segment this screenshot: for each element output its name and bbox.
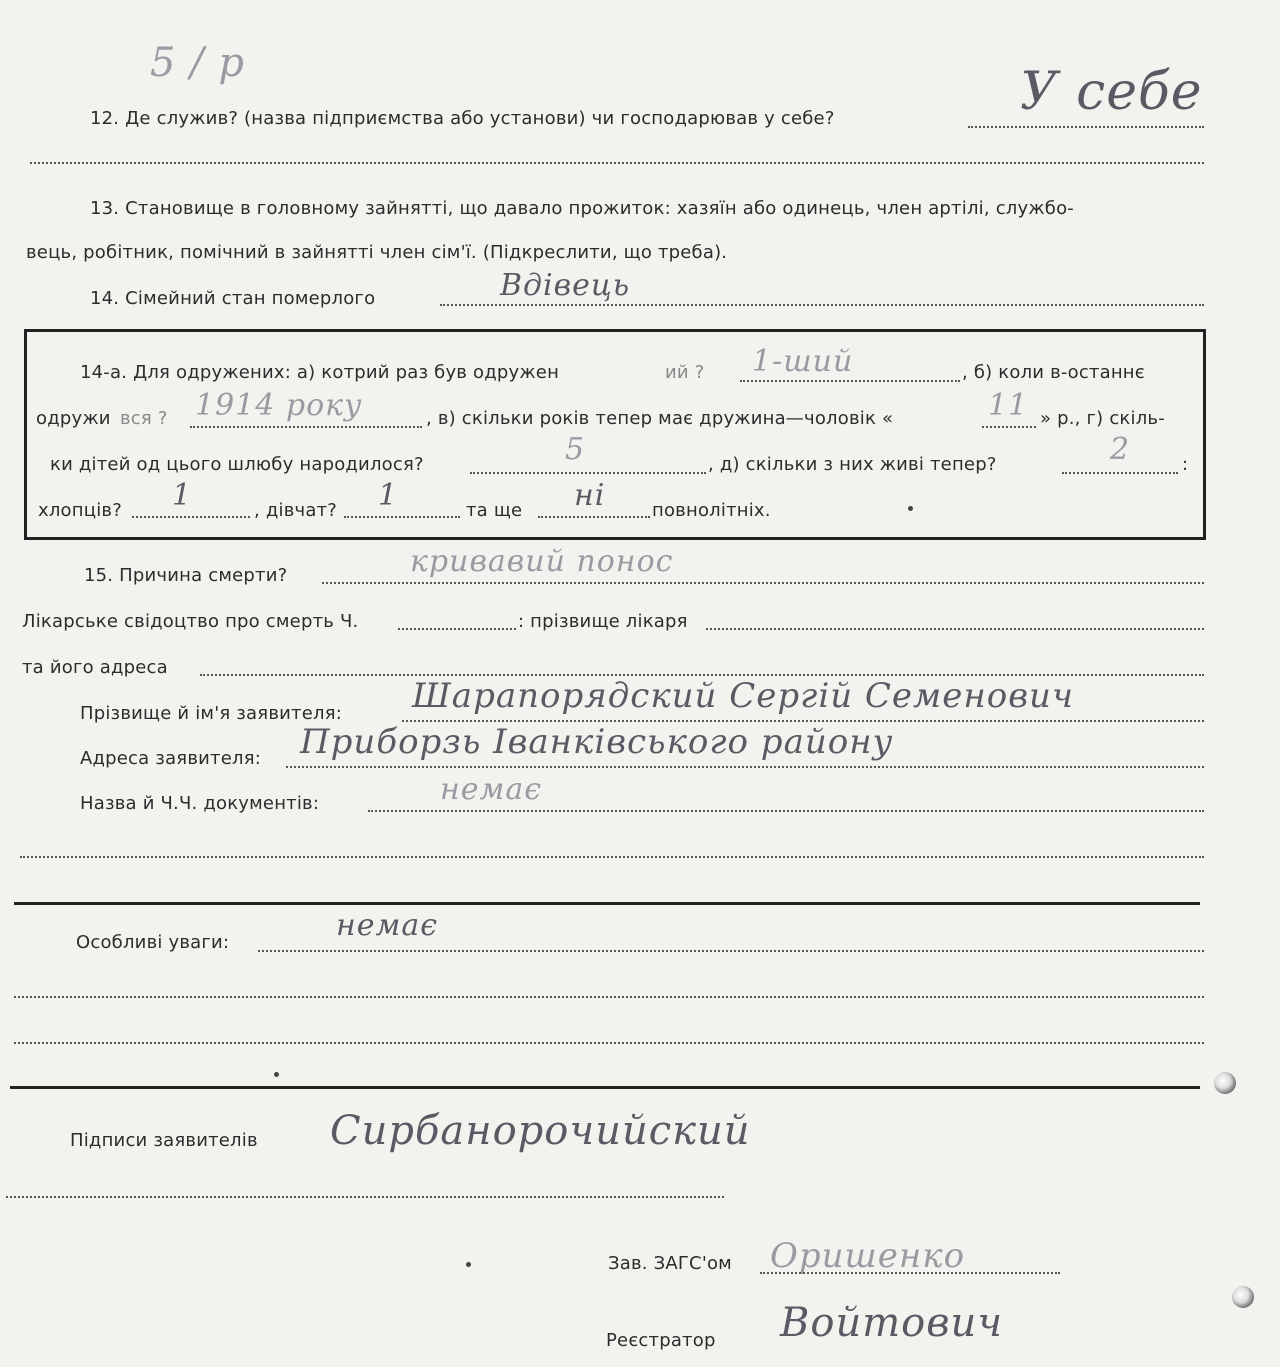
q14a-h-line <box>538 516 650 518</box>
section-divider-1 <box>14 902 1200 905</box>
q13-line1: 13. Становище в головному зайнятті, що давало прожиток: хазяїн або одинець, член артілі, службо- <box>90 198 1074 219</box>
q15-answer-line <box>322 582 1204 584</box>
q14a-line4-and: та ще <box>466 500 523 521</box>
notes-line <box>258 950 1204 952</box>
notes-line-2 <box>14 996 1204 998</box>
registry-head-line <box>760 1272 1060 1274</box>
ink-speck <box>274 1072 279 1077</box>
q14a-a-line <box>740 380 960 382</box>
notes-line-3 <box>14 1042 1204 1044</box>
q14a-answer-g: 1 <box>378 478 399 513</box>
doctor-name-label: : прізвище лікаря <box>518 611 688 632</box>
medical-cert-label: Лікарське свідоцтво про смерть Ч. <box>22 611 359 632</box>
q14a-line2-start: одружи <box>36 408 111 429</box>
registry-head-signature: Оришенко <box>770 1236 966 1276</box>
notes-label: Особливі уваги: <box>76 932 230 953</box>
q14a-answer-d: 5 <box>565 432 586 467</box>
applicant-name-value: Шарапорядский Сергій Семенович <box>412 676 1075 716</box>
documents-value: немає <box>440 772 543 807</box>
q14a-b-line <box>190 426 422 428</box>
q14a-d-line <box>470 472 706 474</box>
applicant-address-value: Приборзь Іванківського району <box>300 722 894 762</box>
q14a-line2-tail: вся ? <box>120 408 168 429</box>
applicant-signature: Сирбанорочийский <box>330 1108 751 1154</box>
q14a-label-b: , б) коли в-останнє <box>962 362 1145 383</box>
section-divider-2 <box>10 1086 1200 1089</box>
q14a-line4-adults: повнолітніх. <box>652 500 771 521</box>
q14a-label: 14-а. Для одружених: а) котрий раз був одружен <box>80 362 560 383</box>
q14a-answer-h: ні <box>574 478 606 513</box>
q12-continuation-line <box>30 162 1204 164</box>
q14-answer-line <box>440 304 1204 306</box>
q14a-g-line <box>344 516 460 518</box>
corner-handwritten-mark: 5 / р <box>150 40 245 86</box>
q15-label: 15. Причина смерти? <box>84 565 288 586</box>
q14a-line4-boys: хлопців? <box>38 500 122 521</box>
q12-answer: У себе <box>1020 62 1203 122</box>
doctor-name-line <box>706 628 1204 630</box>
q14a-answer-f: 1 <box>172 478 193 513</box>
applicant-address-label: Адреса заявителя: <box>80 748 262 769</box>
q14a-line3-start: ки дітей од цього шлюбу народилося? <box>50 454 424 475</box>
registry-head-label: Зав. ЗАГС'ом <box>608 1253 732 1274</box>
registrar-signature: Войтович <box>780 1300 1004 1346</box>
ink-speck <box>466 1262 471 1267</box>
applicant-signatures-line <box>6 1196 724 1198</box>
documents-label: Назва й Ч.Ч. документів: <box>80 793 320 814</box>
pin-mark-2 <box>1232 1286 1254 1308</box>
q14a-line4-girls: , дівчат? <box>254 500 338 521</box>
documents-line <box>368 810 1204 812</box>
q14a-answer-a: 1-ший <box>752 344 854 379</box>
q14a-answer-e: 2 <box>1110 432 1131 467</box>
q13-line2: вець, робітник, помічний в зайнятті член сім'ї. (Підкреслити, що треба). <box>26 242 728 263</box>
q14a-e-line <box>1062 472 1178 474</box>
q14a-line2-end: » р., г) скіль- <box>1040 408 1165 429</box>
ink-speck <box>908 506 913 511</box>
applicant-address-line <box>286 766 1204 768</box>
pin-mark-1 <box>1214 1072 1236 1094</box>
q12-label: 12. Де служив? (назва підприємства або установи) чи господарював у себе? <box>90 108 835 129</box>
q14a-line2-mid: , в) скільки років тепер має дружина—чоловік « <box>426 408 894 429</box>
q14a-f-line <box>132 516 250 518</box>
q14a-line3-colon: : <box>1182 454 1189 475</box>
q14-answer: Вдівець <box>500 268 631 303</box>
applicant-signatures-label: Підписи заявителів <box>70 1130 258 1151</box>
q14a-line3-mid: , д) скільки з них живі тепер? <box>708 454 997 475</box>
applicant-name-label: Прізвище й ім'я заявителя: <box>80 703 342 724</box>
notes-value: немає <box>336 908 439 943</box>
doctor-address-label: та його адреса <box>22 657 168 678</box>
q14a-c-line <box>982 426 1036 428</box>
q14a-answer-b: 1914 року <box>195 388 363 423</box>
registrar-label: Реєстратор <box>606 1330 716 1351</box>
q14-label: 14. Сімейний стан померлого <box>90 288 376 309</box>
documents-continuation-line <box>20 856 1204 858</box>
medical-cert-number-line <box>398 628 516 630</box>
q12-answer-line <box>968 126 1204 128</box>
q14a-label-tail: ий ? <box>665 362 705 383</box>
q14a-married-box <box>24 329 1206 540</box>
q14a-answer-c: 11 <box>988 388 1029 423</box>
q15-answer: кривавий понос <box>410 544 674 579</box>
